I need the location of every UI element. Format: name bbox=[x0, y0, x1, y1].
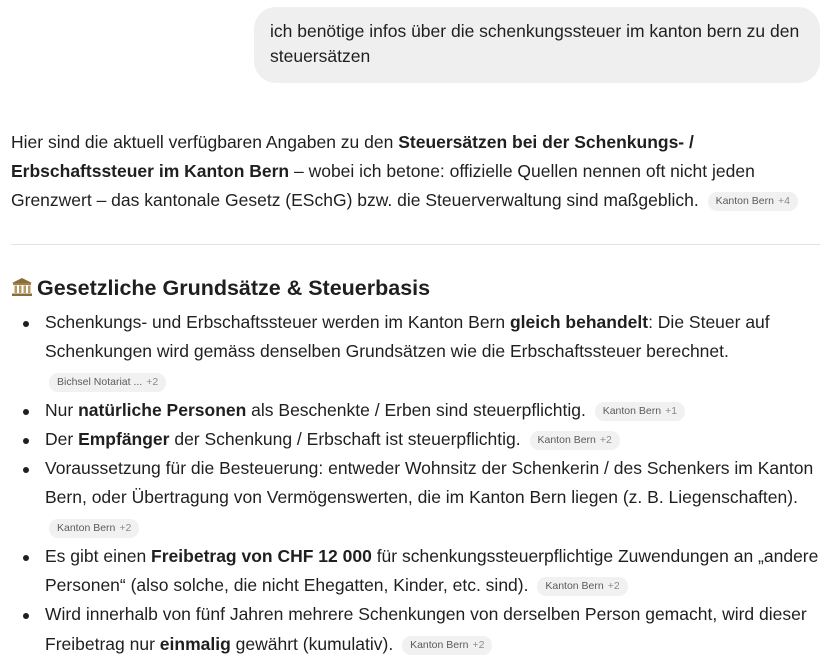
list-item-bold-text: Freibetrag von CHF 12 000 bbox=[151, 545, 372, 566]
assistant-intro-paragraph bbox=[11, 128, 826, 215]
source-chip-label: Kanton Bern bbox=[715, 195, 774, 207]
list-item-text: gewährt (kumulativ). bbox=[230, 633, 394, 654]
source-chip[interactable] bbox=[595, 402, 685, 421]
list-item-bold-text: einmalig bbox=[159, 633, 231, 654]
list-item bbox=[0, 308, 820, 396]
source-chip[interactable] bbox=[537, 577, 627, 596]
source-chip-count: +2 bbox=[146, 375, 159, 388]
user-message-text: ich benötige infos über die schenkungssteuer im kanton bern zu den steuersätzen bbox=[270, 21, 800, 66]
source-chip-count: +1 bbox=[665, 404, 678, 417]
section-heading bbox=[11, 273, 430, 303]
source-chip[interactable] bbox=[49, 519, 139, 538]
source-chip[interactable] bbox=[708, 192, 798, 211]
list-item-text: für schenkungssteuerpflichtige Zuwendungen an „andere Personen“ (also solche, die nicht Ehegatten, Kinder, etc. sind). bbox=[45, 545, 819, 596]
intro-bold-text: Steuersätzen bei der Schenkungs- / Erbschaftssteuer im Kanton Bern bbox=[11, 132, 694, 181]
list-item-text: Wird innerhalb von fünf Jahren mehrere Schenkungen von derselben Person gemacht, wird dieser Freibetrag nur bbox=[45, 604, 807, 654]
list-item-bold-text: Empfänger bbox=[78, 428, 170, 449]
list-item-text: Der bbox=[45, 428, 79, 449]
list-item-text: Es gibt einen bbox=[45, 545, 152, 566]
list-item-text: Voraussetzung für die Besteuerung: entweder Wohnsitz der Schenkerin / des Schenkers im Kanton Bern, oder Übertragung von Vermögenswerten, die im Kanton Bern liegen (z. B. Liegenschaften). bbox=[45, 458, 814, 508]
source-chip-label: Kanton Bern bbox=[545, 580, 604, 593]
list-item-bold-text: natürliche Personen bbox=[78, 399, 247, 420]
list-item bbox=[0, 396, 820, 425]
intro-text-1: Hier sind die aktuell verfügbaren Angaben zu den bbox=[11, 132, 399, 152]
list-item bbox=[0, 600, 820, 659]
source-chip-count: +4 bbox=[777, 195, 790, 207]
list-item-text: Nur bbox=[45, 399, 79, 420]
classical-building-icon bbox=[11, 277, 33, 297]
list-item bbox=[0, 454, 820, 542]
list-item bbox=[0, 425, 820, 454]
bullet-list bbox=[0, 308, 820, 659]
user-message-bubble bbox=[254, 7, 820, 83]
list-item-text: : Die Steuer auf Schenkungen wird gemäss denselben Grundsätzen wie die Erbschaftssteuer berechnet. bbox=[45, 312, 770, 362]
section-heading-text: Gesetzliche Grundsätze & Steuerbasis bbox=[37, 276, 431, 300]
source-chip[interactable] bbox=[49, 373, 166, 392]
list-item-text: Schenkungs- und Erbschaftssteuer werden im Kanton Bern bbox=[45, 312, 510, 332]
source-chip-label: Bichsel Notariat ... bbox=[57, 375, 143, 388]
source-chip-count: +2 bbox=[472, 638, 485, 651]
source-chip-label: Kanton Bern bbox=[602, 404, 662, 417]
list-item-text: als Beschenkte / Erben sind steuerpflichtig. bbox=[246, 399, 586, 420]
list-item bbox=[0, 542, 820, 601]
source-chip-count: +2 bbox=[119, 521, 132, 534]
source-chip-label: Kanton Bern bbox=[410, 638, 469, 651]
list-item-text: der Schenkung / Erbschaft ist steuerpflichtig. bbox=[169, 428, 521, 449]
intro-text-2: – wobei ich betone: offizielle Quellen nennen oft nicht jeden Grenzwert – das kantonale Gesetz (ESchG) bzw. die Steuerverwaltung sind maßgeblich. bbox=[11, 161, 755, 210]
source-chip-count: +2 bbox=[599, 433, 612, 446]
source-chip-label: Kanton Bern bbox=[57, 521, 116, 534]
source-chip[interactable] bbox=[530, 431, 620, 450]
source-chip-count: +2 bbox=[607, 580, 620, 593]
section-divider bbox=[11, 244, 820, 245]
list-item-bold-text: gleich behandelt bbox=[509, 312, 649, 332]
source-chip[interactable] bbox=[402, 636, 492, 655]
source-chip-label: Kanton Bern bbox=[537, 433, 596, 446]
